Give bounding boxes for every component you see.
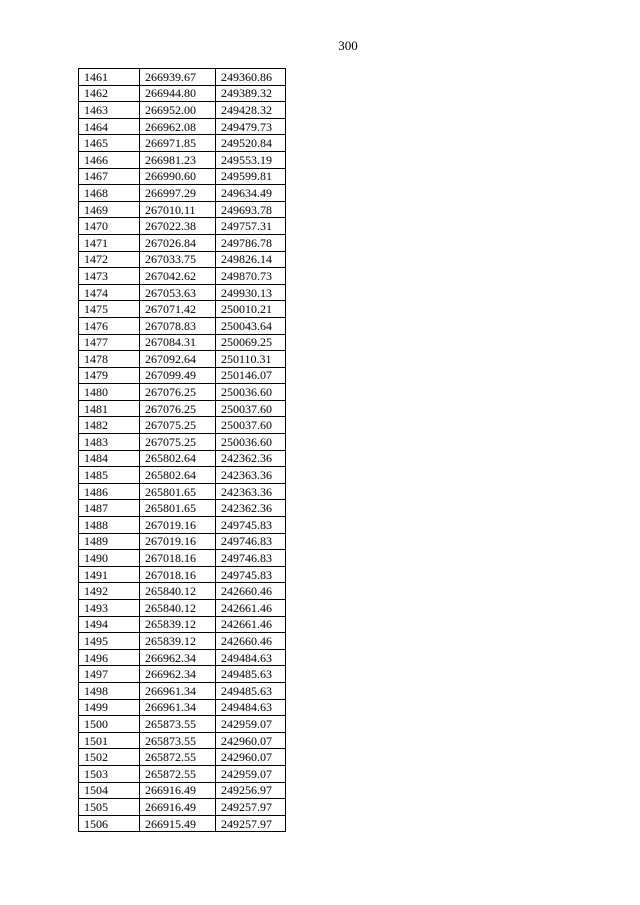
- table-row: [79, 118, 286, 135]
- x-coordinate-cell: 267075.25: [140, 417, 216, 434]
- y-coordinate-cell: 242960.07: [216, 732, 286, 749]
- table-row: [79, 218, 286, 235]
- table-row: [79, 517, 286, 534]
- x-coordinate-cell: 266961.34: [140, 682, 216, 699]
- table-row: [79, 135, 286, 152]
- table-row: [79, 649, 286, 666]
- y-coordinate-cell: 250037.60: [216, 400, 286, 417]
- y-coordinate-cell: 249826.14: [216, 251, 286, 268]
- coordinates-table: [78, 68, 286, 832]
- y-coordinate-cell: 242362.36: [216, 450, 286, 467]
- x-coordinate-cell: 266981.23: [140, 151, 216, 168]
- table-row: [79, 815, 286, 832]
- table-row: [79, 799, 286, 816]
- point-id-cell: 1497: [79, 666, 140, 683]
- y-coordinate-cell: 242660.46: [216, 633, 286, 650]
- point-id-cell: 1496: [79, 649, 140, 666]
- x-coordinate-cell: 266916.49: [140, 782, 216, 799]
- table-row: [79, 434, 286, 451]
- y-coordinate-cell: 250069.25: [216, 334, 286, 351]
- x-coordinate-cell: 267078.83: [140, 317, 216, 334]
- x-coordinate-cell: 267053.63: [140, 284, 216, 301]
- point-id-cell: 1461: [79, 69, 140, 86]
- point-id-cell: 1475: [79, 301, 140, 318]
- point-id-cell: 1467: [79, 168, 140, 185]
- point-id-cell: 1471: [79, 234, 140, 251]
- table-row: [79, 765, 286, 782]
- x-coordinate-cell: 265840.12: [140, 600, 216, 617]
- y-coordinate-cell: 249485.63: [216, 682, 286, 699]
- x-coordinate-cell: 266962.34: [140, 666, 216, 683]
- y-coordinate-cell: 242363.36: [216, 483, 286, 500]
- y-coordinate-cell: 242660.46: [216, 583, 286, 600]
- x-coordinate-cell: 267022.38: [140, 218, 216, 235]
- point-id-cell: 1490: [79, 550, 140, 567]
- table-row: [79, 334, 286, 351]
- y-coordinate-cell: 250043.64: [216, 317, 286, 334]
- point-id-cell: 1480: [79, 384, 140, 401]
- x-coordinate-cell: 267026.84: [140, 234, 216, 251]
- y-coordinate-cell: 249485.63: [216, 666, 286, 683]
- x-coordinate-cell: 267010.11: [140, 201, 216, 218]
- point-id-cell: 1493: [79, 600, 140, 617]
- table-row: [79, 699, 286, 716]
- table-row: [79, 583, 286, 600]
- point-id-cell: 1505: [79, 799, 140, 816]
- y-coordinate-cell: 249553.19: [216, 151, 286, 168]
- table-row: [79, 251, 286, 268]
- x-coordinate-cell: 266952.00: [140, 102, 216, 119]
- point-id-cell: 1499: [79, 699, 140, 716]
- point-id-cell: 1491: [79, 566, 140, 583]
- y-coordinate-cell: 249634.49: [216, 185, 286, 202]
- point-id-cell: 1486: [79, 483, 140, 500]
- point-id-cell: 1474: [79, 284, 140, 301]
- y-coordinate-cell: 249257.97: [216, 815, 286, 832]
- table-row: [79, 400, 286, 417]
- x-coordinate-cell: 267075.25: [140, 434, 216, 451]
- x-coordinate-cell: 267076.25: [140, 384, 216, 401]
- point-id-cell: 1484: [79, 450, 140, 467]
- x-coordinate-cell: 266915.49: [140, 815, 216, 832]
- point-id-cell: 1501: [79, 732, 140, 749]
- x-coordinate-cell: 267018.16: [140, 566, 216, 583]
- table-row: [79, 600, 286, 617]
- y-coordinate-cell: 249693.78: [216, 201, 286, 218]
- y-coordinate-cell: 242661.46: [216, 600, 286, 617]
- y-coordinate-cell: 249870.73: [216, 268, 286, 285]
- y-coordinate-cell: 250036.60: [216, 384, 286, 401]
- x-coordinate-cell: 267033.75: [140, 251, 216, 268]
- point-id-cell: 1476: [79, 317, 140, 334]
- y-coordinate-cell: 242661.46: [216, 616, 286, 633]
- coordinates-table-body: [79, 69, 286, 832]
- x-coordinate-cell: 265801.65: [140, 483, 216, 500]
- point-id-cell: 1488: [79, 517, 140, 534]
- point-id-cell: 1506: [79, 815, 140, 832]
- table-row: [79, 716, 286, 733]
- x-coordinate-cell: 265872.55: [140, 765, 216, 782]
- table-row: [79, 102, 286, 119]
- x-coordinate-cell: 265839.12: [140, 616, 216, 633]
- x-coordinate-cell: 265840.12: [140, 583, 216, 600]
- y-coordinate-cell: 249389.32: [216, 85, 286, 102]
- y-coordinate-cell: 249257.97: [216, 799, 286, 816]
- point-id-cell: 1465: [79, 135, 140, 152]
- y-coordinate-cell: 249745.83: [216, 566, 286, 583]
- x-coordinate-cell: 266939.67: [140, 69, 216, 86]
- table-row: [79, 550, 286, 567]
- y-coordinate-cell: 250146.07: [216, 367, 286, 384]
- table-row: [79, 682, 286, 699]
- y-coordinate-cell: 249479.73: [216, 118, 286, 135]
- table-row: [79, 467, 286, 484]
- x-coordinate-cell: 266971.85: [140, 135, 216, 152]
- table-row: [79, 566, 286, 583]
- x-coordinate-cell: 266962.34: [140, 649, 216, 666]
- table-row: [79, 234, 286, 251]
- x-coordinate-cell: 265873.55: [140, 716, 216, 733]
- x-coordinate-cell: 267084.31: [140, 334, 216, 351]
- point-id-cell: 1500: [79, 716, 140, 733]
- table-row: [79, 384, 286, 401]
- point-id-cell: 1503: [79, 765, 140, 782]
- point-id-cell: 1469: [79, 201, 140, 218]
- x-coordinate-cell: 266944.80: [140, 85, 216, 102]
- table-row: [79, 351, 286, 368]
- x-coordinate-cell: 265801.65: [140, 500, 216, 517]
- x-coordinate-cell: 265873.55: [140, 732, 216, 749]
- table-row: [79, 533, 286, 550]
- point-id-cell: 1466: [79, 151, 140, 168]
- x-coordinate-cell: 265872.55: [140, 749, 216, 766]
- x-coordinate-cell: 266961.34: [140, 699, 216, 716]
- x-coordinate-cell: 267019.16: [140, 533, 216, 550]
- x-coordinate-cell: 266997.29: [140, 185, 216, 202]
- point-id-cell: 1463: [79, 102, 140, 119]
- table-row: [79, 268, 286, 285]
- table-row: [79, 201, 286, 218]
- table-row: [79, 168, 286, 185]
- y-coordinate-cell: 242960.07: [216, 749, 286, 766]
- x-coordinate-cell: 265839.12: [140, 633, 216, 650]
- y-coordinate-cell: 249599.81: [216, 168, 286, 185]
- x-coordinate-cell: 267019.16: [140, 517, 216, 534]
- table-row: [79, 85, 286, 102]
- x-coordinate-cell: 267076.25: [140, 400, 216, 417]
- point-id-cell: 1495: [79, 633, 140, 650]
- y-coordinate-cell: 242959.07: [216, 716, 286, 733]
- y-coordinate-cell: 242363.36: [216, 467, 286, 484]
- table-row: [79, 69, 286, 86]
- table-row: [79, 417, 286, 434]
- y-coordinate-cell: 250010.21: [216, 301, 286, 318]
- page-number: 300: [338, 38, 358, 53]
- table-row: [79, 616, 286, 633]
- point-id-cell: 1494: [79, 616, 140, 633]
- y-coordinate-cell: 249746.83: [216, 533, 286, 550]
- x-coordinate-cell: 266962.08: [140, 118, 216, 135]
- point-id-cell: 1498: [79, 682, 140, 699]
- y-coordinate-cell: 249786.78: [216, 234, 286, 251]
- x-coordinate-cell: 265802.64: [140, 467, 216, 484]
- table-row: [79, 185, 286, 202]
- table-row: [79, 317, 286, 334]
- point-id-cell: 1462: [79, 85, 140, 102]
- table-row: [79, 151, 286, 168]
- point-id-cell: 1473: [79, 268, 140, 285]
- point-id-cell: 1477: [79, 334, 140, 351]
- table-row: [79, 450, 286, 467]
- y-coordinate-cell: 250036.60: [216, 434, 286, 451]
- table-row: [79, 782, 286, 799]
- y-coordinate-cell: 250110.31: [216, 351, 286, 368]
- point-id-cell: 1478: [79, 351, 140, 368]
- x-coordinate-cell: 267018.16: [140, 550, 216, 567]
- point-id-cell: 1472: [79, 251, 140, 268]
- x-coordinate-cell: 267092.64: [140, 351, 216, 368]
- point-id-cell: 1504: [79, 782, 140, 799]
- y-coordinate-cell: 249746.83: [216, 550, 286, 567]
- x-coordinate-cell: 266990.60: [140, 168, 216, 185]
- y-coordinate-cell: 242362.36: [216, 500, 286, 517]
- point-id-cell: 1485: [79, 467, 140, 484]
- point-id-cell: 1482: [79, 417, 140, 434]
- point-id-cell: 1483: [79, 434, 140, 451]
- x-coordinate-cell: 266916.49: [140, 799, 216, 816]
- point-id-cell: 1470: [79, 218, 140, 235]
- x-coordinate-cell: 267099.49: [140, 367, 216, 384]
- table-row: [79, 301, 286, 318]
- point-id-cell: 1502: [79, 749, 140, 766]
- x-coordinate-cell: 267042.62: [140, 268, 216, 285]
- point-id-cell: 1481: [79, 400, 140, 417]
- table-row: [79, 732, 286, 749]
- point-id-cell: 1468: [79, 185, 140, 202]
- y-coordinate-cell: 249930.13: [216, 284, 286, 301]
- y-coordinate-cell: 250037.60: [216, 417, 286, 434]
- table-row: [79, 367, 286, 384]
- point-id-cell: 1479: [79, 367, 140, 384]
- y-coordinate-cell: 249745.83: [216, 517, 286, 534]
- table-row: [79, 749, 286, 766]
- x-coordinate-cell: 267071.42: [140, 301, 216, 318]
- y-coordinate-cell: 249484.63: [216, 649, 286, 666]
- y-coordinate-cell: 242959.07: [216, 765, 286, 782]
- table-row: [79, 500, 286, 517]
- table-row: [79, 666, 286, 683]
- y-coordinate-cell: 249484.63: [216, 699, 286, 716]
- x-coordinate-cell: 265802.64: [140, 450, 216, 467]
- y-coordinate-cell: 249757.31: [216, 218, 286, 235]
- table-row: [79, 483, 286, 500]
- point-id-cell: 1492: [79, 583, 140, 600]
- point-id-cell: 1464: [79, 118, 140, 135]
- point-id-cell: 1489: [79, 533, 140, 550]
- y-coordinate-cell: 249520.84: [216, 135, 286, 152]
- y-coordinate-cell: 249256.97: [216, 782, 286, 799]
- y-coordinate-cell: 249360.86: [216, 69, 286, 86]
- point-id-cell: 1487: [79, 500, 140, 517]
- y-coordinate-cell: 249428.32: [216, 102, 286, 119]
- table-row: [79, 284, 286, 301]
- table-row: [79, 633, 286, 650]
